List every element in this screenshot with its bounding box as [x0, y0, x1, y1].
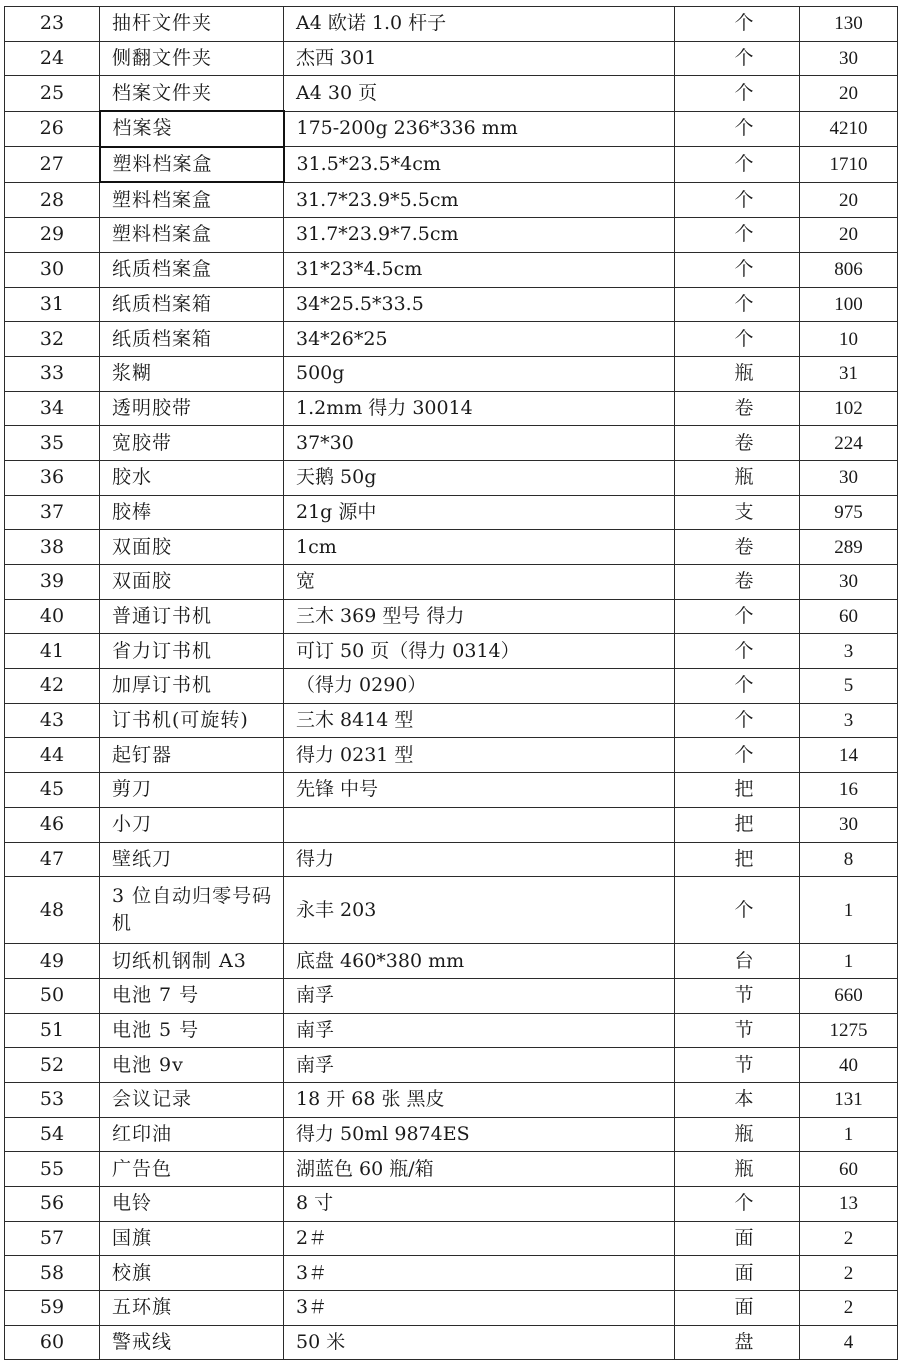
item-quantity-cell: 130	[800, 7, 898, 42]
item-name-cell: 3 位自动归零号码机	[100, 877, 284, 944]
item-quantity-cell: 2	[800, 1256, 898, 1291]
table-row	[5, 7, 898, 42]
item-number-cell: 42	[5, 669, 100, 704]
item-number-cell: 33	[5, 356, 100, 391]
inventory-table	[4, 6, 898, 1360]
item-quantity-cell: 3	[800, 634, 898, 669]
item-name-cell: 抽杆文件夹	[100, 7, 284, 42]
item-quantity-cell: 16	[800, 773, 898, 808]
item-unit-cell: 个	[675, 147, 800, 183]
item-spec-cell: 南孚	[284, 1048, 675, 1083]
item-number-cell: 25	[5, 76, 100, 111]
item-unit-cell: 瓶	[675, 460, 800, 495]
item-unit-cell: 本	[675, 1082, 800, 1117]
item-name-cell: 塑料档案盒	[100, 182, 284, 217]
item-name-cell: 小刀	[100, 807, 284, 842]
item-unit-cell: 面	[675, 1221, 800, 1256]
table-row	[5, 1152, 898, 1187]
item-spec-cell: A4 30 页	[284, 76, 675, 111]
item-number-cell: 60	[5, 1325, 100, 1360]
item-spec-cell: 得力	[284, 842, 675, 877]
item-quantity-cell: 1710	[800, 147, 898, 183]
item-quantity-cell: 40	[800, 1048, 898, 1083]
table-row	[5, 599, 898, 634]
item-name-cell: 纸质档案箱	[100, 322, 284, 357]
item-quantity-cell: 1	[800, 944, 898, 979]
item-number-cell: 56	[5, 1187, 100, 1222]
item-unit-cell: 个	[675, 877, 800, 944]
item-number-cell: 34	[5, 391, 100, 426]
item-unit-cell: 把	[675, 773, 800, 808]
item-spec-cell: 得力 0231 型	[284, 738, 675, 773]
item-unit-cell: 个	[675, 599, 800, 634]
item-unit-cell: 个	[675, 634, 800, 669]
item-quantity-cell: 13	[800, 1187, 898, 1222]
item-name-cell: 塑料档案盒	[100, 218, 284, 253]
item-unit-cell: 支	[675, 495, 800, 530]
item-name-cell: 双面胶	[100, 565, 284, 600]
item-spec-cell: 三木 8414 型	[284, 703, 675, 738]
item-unit-cell: 个	[675, 322, 800, 357]
item-name-cell: 电池 7 号	[100, 978, 284, 1013]
item-unit-cell: 卷	[675, 426, 800, 461]
item-number-cell: 32	[5, 322, 100, 357]
item-name-cell: 电池 5 号	[100, 1013, 284, 1048]
table-row	[5, 495, 898, 530]
item-number-cell: 59	[5, 1291, 100, 1326]
item-unit-cell: 个	[675, 218, 800, 253]
item-spec-cell: 50 米	[284, 1325, 675, 1360]
item-name-cell: 剪刀	[100, 773, 284, 808]
item-name-cell: 纸质档案盒	[100, 252, 284, 287]
item-unit-cell: 节	[675, 1013, 800, 1048]
item-name-cell: 省力订书机	[100, 634, 284, 669]
item-quantity-cell: 20	[800, 76, 898, 111]
item-number-cell: 41	[5, 634, 100, 669]
item-quantity-cell: 30	[800, 41, 898, 76]
item-spec-cell: 3＃	[284, 1256, 675, 1291]
item-name-cell: 切纸机钢制 A3	[100, 944, 284, 979]
item-spec-cell: 南孚	[284, 978, 675, 1013]
item-name-cell: 宽胶带	[100, 426, 284, 461]
item-name-cell: 广告色	[100, 1152, 284, 1187]
item-quantity-cell: 975	[800, 495, 898, 530]
item-quantity-cell: 60	[800, 599, 898, 634]
item-name-cell: 五环旗	[100, 1291, 284, 1326]
item-quantity-cell: 4	[800, 1325, 898, 1360]
item-name-cell: 电铃	[100, 1187, 284, 1222]
item-name-cell: 加厚订书机	[100, 669, 284, 704]
item-name-cell: 起钉器	[100, 738, 284, 773]
table-row	[5, 1082, 898, 1117]
item-number-cell: 45	[5, 773, 100, 808]
item-unit-cell: 个	[675, 669, 800, 704]
item-name-cell: 电池 9v	[100, 1048, 284, 1083]
item-unit-cell: 卷	[675, 530, 800, 565]
item-name-cell: 胶棒	[100, 495, 284, 530]
item-name-cell: 订书机(可旋转)	[100, 703, 284, 738]
item-unit-cell: 把	[675, 842, 800, 877]
item-unit-cell: 个	[675, 287, 800, 322]
table-row	[5, 669, 898, 704]
item-unit-cell: 节	[675, 1048, 800, 1083]
item-spec-cell: 1.2mm 得力 30014	[284, 391, 675, 426]
item-spec-cell: 三木 369 型号 得力	[284, 599, 675, 634]
item-quantity-cell: 806	[800, 252, 898, 287]
table-row	[5, 1013, 898, 1048]
item-quantity-cell: 131	[800, 1082, 898, 1117]
item-spec-cell: 杰西 301	[284, 41, 675, 76]
item-number-cell: 30	[5, 252, 100, 287]
table-row	[5, 807, 898, 842]
item-number-cell: 39	[5, 565, 100, 600]
item-quantity-cell: 1	[800, 877, 898, 944]
item-quantity-cell: 8	[800, 842, 898, 877]
table-row	[5, 773, 898, 808]
item-spec-cell: （得力 0290）	[284, 669, 675, 704]
item-name-cell: 壁纸刀	[100, 842, 284, 877]
table-row	[5, 944, 898, 979]
item-unit-cell: 卷	[675, 565, 800, 600]
table-row	[5, 182, 898, 217]
item-number-cell: 55	[5, 1152, 100, 1187]
item-name-cell: 浆糊	[100, 356, 284, 391]
table-row	[5, 287, 898, 322]
item-spec-cell: 南孚	[284, 1013, 675, 1048]
item-quantity-cell: 102	[800, 391, 898, 426]
item-name-cell: 红印油	[100, 1117, 284, 1152]
table-row	[5, 426, 898, 461]
table-row	[5, 391, 898, 426]
table-row	[5, 1256, 898, 1291]
item-spec-cell: 18 开 68 张 黑皮	[284, 1082, 675, 1117]
item-unit-cell: 把	[675, 807, 800, 842]
item-number-cell: 43	[5, 703, 100, 738]
item-unit-cell: 个	[675, 1187, 800, 1222]
item-unit-cell: 个	[675, 7, 800, 42]
item-quantity-cell: 1	[800, 1117, 898, 1152]
table-row	[5, 1187, 898, 1222]
item-unit-cell: 面	[675, 1291, 800, 1326]
item-spec-cell: 底盘 460*380 mm	[284, 944, 675, 979]
item-unit-cell: 个	[675, 252, 800, 287]
item-number-cell: 29	[5, 218, 100, 253]
item-spec-cell: 31.7*23.9*5.5cm	[284, 182, 675, 217]
item-quantity-cell: 30	[800, 460, 898, 495]
item-quantity-cell: 60	[800, 1152, 898, 1187]
item-number-cell: 38	[5, 530, 100, 565]
table-row	[5, 252, 898, 287]
item-number-cell: 44	[5, 738, 100, 773]
table-row	[5, 738, 898, 773]
item-unit-cell: 个	[675, 182, 800, 217]
item-unit-cell: 卷	[675, 391, 800, 426]
item-spec-cell	[284, 807, 675, 842]
item-unit-cell: 台	[675, 944, 800, 979]
item-unit-cell: 盘	[675, 1325, 800, 1360]
item-spec-cell: 31*23*4.5cm	[284, 252, 675, 287]
item-spec-cell: A4 欧诺 1.0 杆子	[284, 7, 675, 42]
table-row	[5, 634, 898, 669]
item-number-cell: 28	[5, 182, 100, 217]
table-row	[5, 147, 898, 183]
item-spec-cell: 永丰 203	[284, 877, 675, 944]
item-quantity-cell: 31	[800, 356, 898, 391]
item-spec-cell: 宽	[284, 565, 675, 600]
item-quantity-cell: 20	[800, 182, 898, 217]
table-row	[5, 1291, 898, 1326]
item-spec-cell: 500g	[284, 356, 675, 391]
table-row	[5, 111, 898, 147]
item-quantity-cell: 14	[800, 738, 898, 773]
item-quantity-cell: 2	[800, 1291, 898, 1326]
table-row	[5, 1048, 898, 1083]
item-spec-cell: 175-200g 236*336 mm	[284, 111, 675, 147]
item-number-cell: 53	[5, 1082, 100, 1117]
table-row	[5, 530, 898, 565]
item-name-cell: 档案文件夹	[100, 76, 284, 111]
item-quantity-cell: 224	[800, 426, 898, 461]
item-number-cell: 24	[5, 41, 100, 76]
item-spec-cell: 可订 50 页（得力 0314）	[284, 634, 675, 669]
table-row	[5, 218, 898, 253]
item-number-cell: 36	[5, 460, 100, 495]
item-spec-cell: 得力 50ml 9874ES	[284, 1117, 675, 1152]
item-quantity-cell: 660	[800, 978, 898, 1013]
item-spec-cell: 2＃	[284, 1221, 675, 1256]
item-number-cell: 48	[5, 877, 100, 944]
table-row	[5, 356, 898, 391]
table-row	[5, 978, 898, 1013]
item-spec-cell: 先锋 中号	[284, 773, 675, 808]
item-number-cell: 46	[5, 807, 100, 842]
item-spec-cell: 1cm	[284, 530, 675, 565]
table-row	[5, 565, 898, 600]
table-row	[5, 703, 898, 738]
item-unit-cell: 个	[675, 41, 800, 76]
item-number-cell: 49	[5, 944, 100, 979]
item-quantity-cell: 30	[800, 565, 898, 600]
item-quantity-cell: 100	[800, 287, 898, 322]
item-quantity-cell: 10	[800, 322, 898, 357]
item-spec-cell: 3＃	[284, 1291, 675, 1326]
table-row	[5, 877, 898, 944]
item-number-cell: 27	[5, 147, 100, 183]
item-spec-cell: 37*30	[284, 426, 675, 461]
item-number-cell: 26	[5, 111, 100, 147]
item-name-cell: 塑料档案盒	[100, 147, 284, 183]
item-name-cell: 国旗	[100, 1221, 284, 1256]
item-number-cell: 52	[5, 1048, 100, 1083]
item-name-cell: 普通订书机	[100, 599, 284, 634]
item-unit-cell: 个	[675, 76, 800, 111]
item-unit-cell: 个	[675, 703, 800, 738]
table-row	[5, 842, 898, 877]
item-quantity-cell: 4210	[800, 111, 898, 147]
item-name-cell: 档案袋	[100, 111, 284, 147]
item-name-cell: 纸质档案箱	[100, 287, 284, 322]
item-name-cell: 会议记录	[100, 1082, 284, 1117]
table-row	[5, 76, 898, 111]
item-number-cell: 47	[5, 842, 100, 877]
table-row	[5, 322, 898, 357]
item-name-cell: 透明胶带	[100, 391, 284, 426]
item-unit-cell: 节	[675, 978, 800, 1013]
item-unit-cell: 瓶	[675, 356, 800, 391]
item-number-cell: 35	[5, 426, 100, 461]
item-number-cell: 50	[5, 978, 100, 1013]
item-spec-cell: 天鹅 50g	[284, 460, 675, 495]
item-number-cell: 37	[5, 495, 100, 530]
item-number-cell: 57	[5, 1221, 100, 1256]
item-number-cell: 31	[5, 287, 100, 322]
table-row	[5, 1221, 898, 1256]
table-row	[5, 460, 898, 495]
item-unit-cell: 个	[675, 738, 800, 773]
item-unit-cell: 瓶	[675, 1117, 800, 1152]
item-spec-cell: 8 寸	[284, 1187, 675, 1222]
item-spec-cell: 34*26*25	[284, 322, 675, 357]
item-unit-cell: 个	[675, 111, 800, 147]
item-number-cell: 58	[5, 1256, 100, 1291]
item-spec-cell: 31.7*23.9*7.5cm	[284, 218, 675, 253]
table-row	[5, 1325, 898, 1360]
item-number-cell: 23	[5, 7, 100, 42]
item-unit-cell: 瓶	[675, 1152, 800, 1187]
table-row	[5, 41, 898, 76]
item-name-cell: 双面胶	[100, 530, 284, 565]
item-spec-cell: 湖蓝色 60 瓶/箱	[284, 1152, 675, 1187]
inventory-table-body	[5, 7, 898, 1360]
item-unit-cell: 面	[675, 1256, 800, 1291]
item-name-cell: 胶水	[100, 460, 284, 495]
item-name-cell: 侧翻文件夹	[100, 41, 284, 76]
item-spec-cell: 21g 源中	[284, 495, 675, 530]
item-number-cell: 40	[5, 599, 100, 634]
item-spec-cell: 31.5*23.5*4cm	[284, 147, 675, 183]
item-quantity-cell: 289	[800, 530, 898, 565]
item-number-cell: 54	[5, 1117, 100, 1152]
item-quantity-cell: 1275	[800, 1013, 898, 1048]
item-name-cell: 校旗	[100, 1256, 284, 1291]
item-quantity-cell: 2	[800, 1221, 898, 1256]
item-quantity-cell: 30	[800, 807, 898, 842]
item-quantity-cell: 20	[800, 218, 898, 253]
item-spec-cell: 34*25.5*33.5	[284, 287, 675, 322]
item-name-cell: 警戒线	[100, 1325, 284, 1360]
item-quantity-cell: 3	[800, 703, 898, 738]
table-row	[5, 1117, 898, 1152]
item-quantity-cell: 5	[800, 669, 898, 704]
item-number-cell: 51	[5, 1013, 100, 1048]
